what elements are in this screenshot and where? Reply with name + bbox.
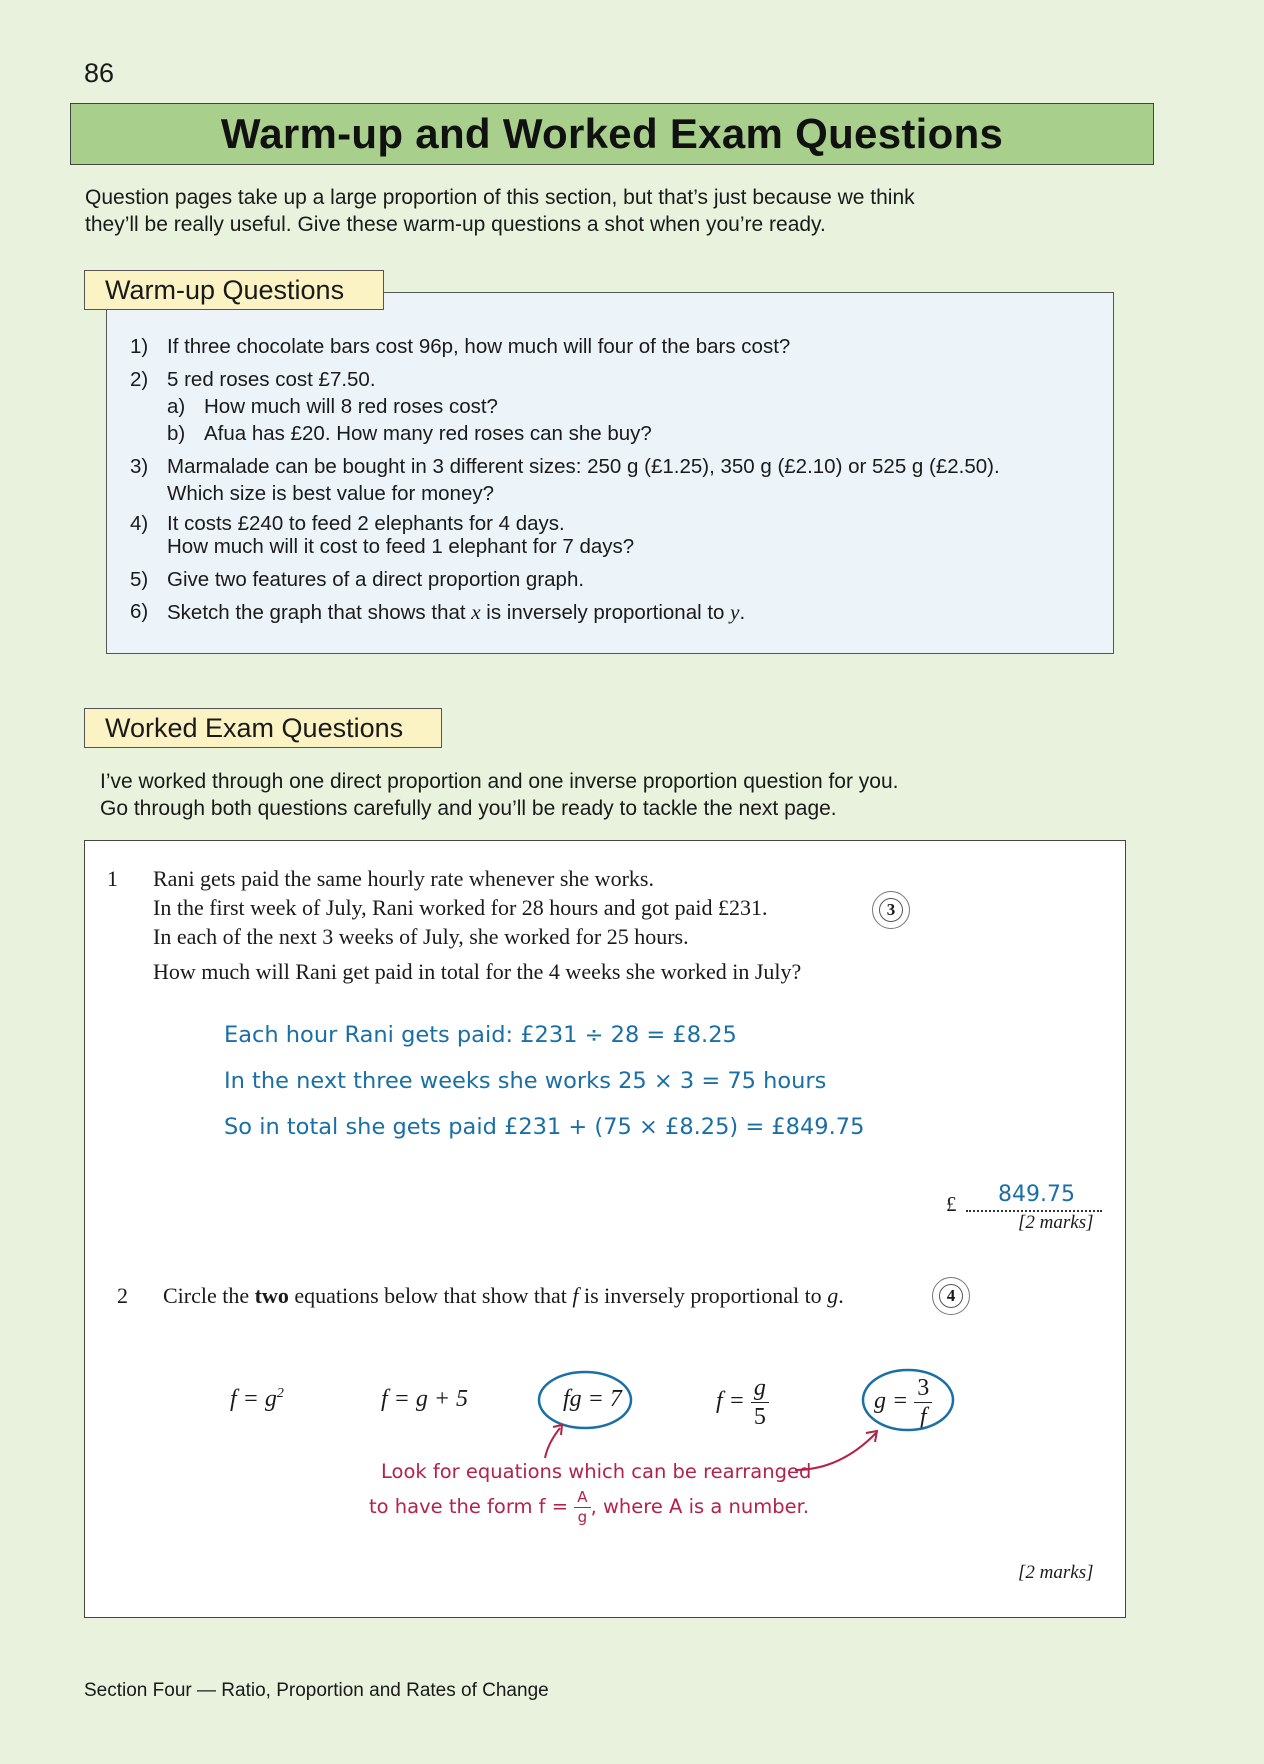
question-text-line-2: How much will it cost to feed 1 elephant for 7 days? — [167, 535, 635, 558]
circle-equation-5 — [863, 1370, 953, 1430]
fraction-numerator: 3 — [914, 1376, 932, 1403]
circle-equation-3 — [539, 1372, 631, 1428]
subquestion-text: Afua has £20. How many red roses can she buy? — [204, 422, 652, 445]
exam-question-2-number: 2 — [117, 1283, 128, 1308]
exam-q1-line-3: In each of the next 3 weeks of July, she worked for 25 hours. — [153, 924, 689, 949]
question-text: It costs £240 to feed 2 elephants for 4 days. — [167, 512, 565, 535]
text-segment: to have the form f = — [369, 1495, 569, 1518]
variable-g: g — [827, 1283, 839, 1308]
equation-3: fg = 7 — [563, 1386, 622, 1412]
text-segment: , where A is a number. — [590, 1495, 810, 1518]
fraction-numerator: A — [574, 1490, 590, 1508]
text-bold: two — [254, 1283, 289, 1308]
question-text: 5 red roses cost £7.50. — [167, 368, 376, 391]
intro-line-1: Question pages take up a large proportion of this section, but that’s just because we think — [85, 186, 915, 209]
text-segment: . — [739, 601, 746, 624]
worked-heading: Worked Exam Questions — [84, 708, 442, 748]
exam-q1-line-4: How much will Rani get paid in total for the 4 weeks she worked in July? — [153, 959, 802, 984]
question-number: 1) — [130, 335, 149, 358]
variable-f: f — [572, 1283, 579, 1308]
question-number: 4) — [130, 512, 149, 535]
text-segment: is inversely proportional to — [578, 1283, 828, 1308]
exam-q1-line-1: Rani gets paid the same hourly rate whenever she works. — [153, 866, 654, 891]
equation-exponent: 2 — [276, 1386, 284, 1401]
fraction-numerator: g — [751, 1376, 769, 1403]
fraction-denominator: g — [577, 1508, 588, 1526]
equation-text: f = g — [230, 1386, 277, 1412]
warmup-heading: Warm-up Questions — [84, 270, 384, 310]
question-text-line-2: Which size is best value for money? — [167, 482, 494, 505]
marks-label-2: [2 marks] — [1018, 1562, 1094, 1583]
question-text: If three chocolate bars cost 96p, how much will four of the bars cost? — [167, 335, 791, 358]
currency-symbol: £ — [946, 1192, 957, 1216]
footer-section-title: Section Four — Ratio, Proportion and Rates of Change — [84, 1680, 549, 1701]
question-number: 3) — [130, 455, 149, 478]
answer-value: 849.75 — [998, 1182, 1075, 1207]
working-line-2: In the next three weeks she works 25 × 3 = 75 hours — [224, 1068, 827, 1094]
annotation-line-1: Look for equations which can be rearranged — [381, 1460, 812, 1483]
grade-number: 4 — [939, 1284, 963, 1308]
equation-2: f = g + 5 — [381, 1386, 469, 1412]
arrow-to-equation-3 — [545, 1428, 560, 1458]
question-number: 6) — [130, 600, 149, 623]
fraction-denominator: 5 — [753, 1404, 766, 1430]
question-text: Give two features of a direct proportion graph. — [167, 568, 585, 591]
text-segment: . — [838, 1283, 844, 1308]
exam-q1-line-2: In the first week of July, Rani worked for 28 hours and got paid £231. — [153, 895, 768, 920]
variable-y: y — [730, 600, 740, 624]
subquestion-label: a) — [167, 395, 186, 418]
question-number: 5) — [130, 568, 149, 591]
text-segment: Circle the — [163, 1283, 255, 1308]
question-text: Marmalade can be bought in 3 different sizes: 250 g (£1.25), 350 g (£2.10) or 525 g (£2.50). — [167, 455, 1000, 478]
intro-line-2: they’ll be really useful. Give these warm-up questions a shot when you’re ready. — [85, 213, 826, 236]
marks-label-1: [2 marks] — [1018, 1212, 1094, 1233]
equation-lhs: f = — [716, 1388, 745, 1415]
subquestion-text: How much will 8 red roses cost? — [204, 395, 498, 418]
grade-number: 3 — [879, 898, 903, 922]
page-title: Warm-up and Worked Exam Questions — [220, 110, 1004, 157]
worked-intro-line-1: I’ve worked through one direct proportion and one inverse proportion question for you. — [100, 770, 899, 793]
annotation-fraction — [574, 1490, 590, 1525]
question-number: 2) — [130, 368, 149, 391]
variable-x: x — [471, 600, 481, 624]
page-number: 86 — [84, 58, 115, 88]
working-line-3: So in total she gets paid £231 + (75 × £8.25) = £849.75 — [224, 1114, 865, 1140]
fraction-denominator: f — [919, 1404, 927, 1430]
working-line-1: Each hour Rani gets paid: £231 ÷ 28 = £8.25 — [224, 1022, 737, 1048]
annotation-line-2 — [369, 1490, 809, 1525]
equation-lhs: g = — [874, 1388, 909, 1415]
text-segment: equations below that show that — [288, 1283, 573, 1308]
text-segment: Sketch the graph that shows that — [167, 601, 472, 624]
text-segment: is inversely proportional to — [480, 601, 731, 624]
subquestion-label: b) — [167, 422, 186, 445]
exam-question-1-number: 1 — [107, 866, 118, 891]
worked-intro-line-2: Go through both questions carefully and you’ll be ready to tackle the next page. — [100, 797, 837, 820]
